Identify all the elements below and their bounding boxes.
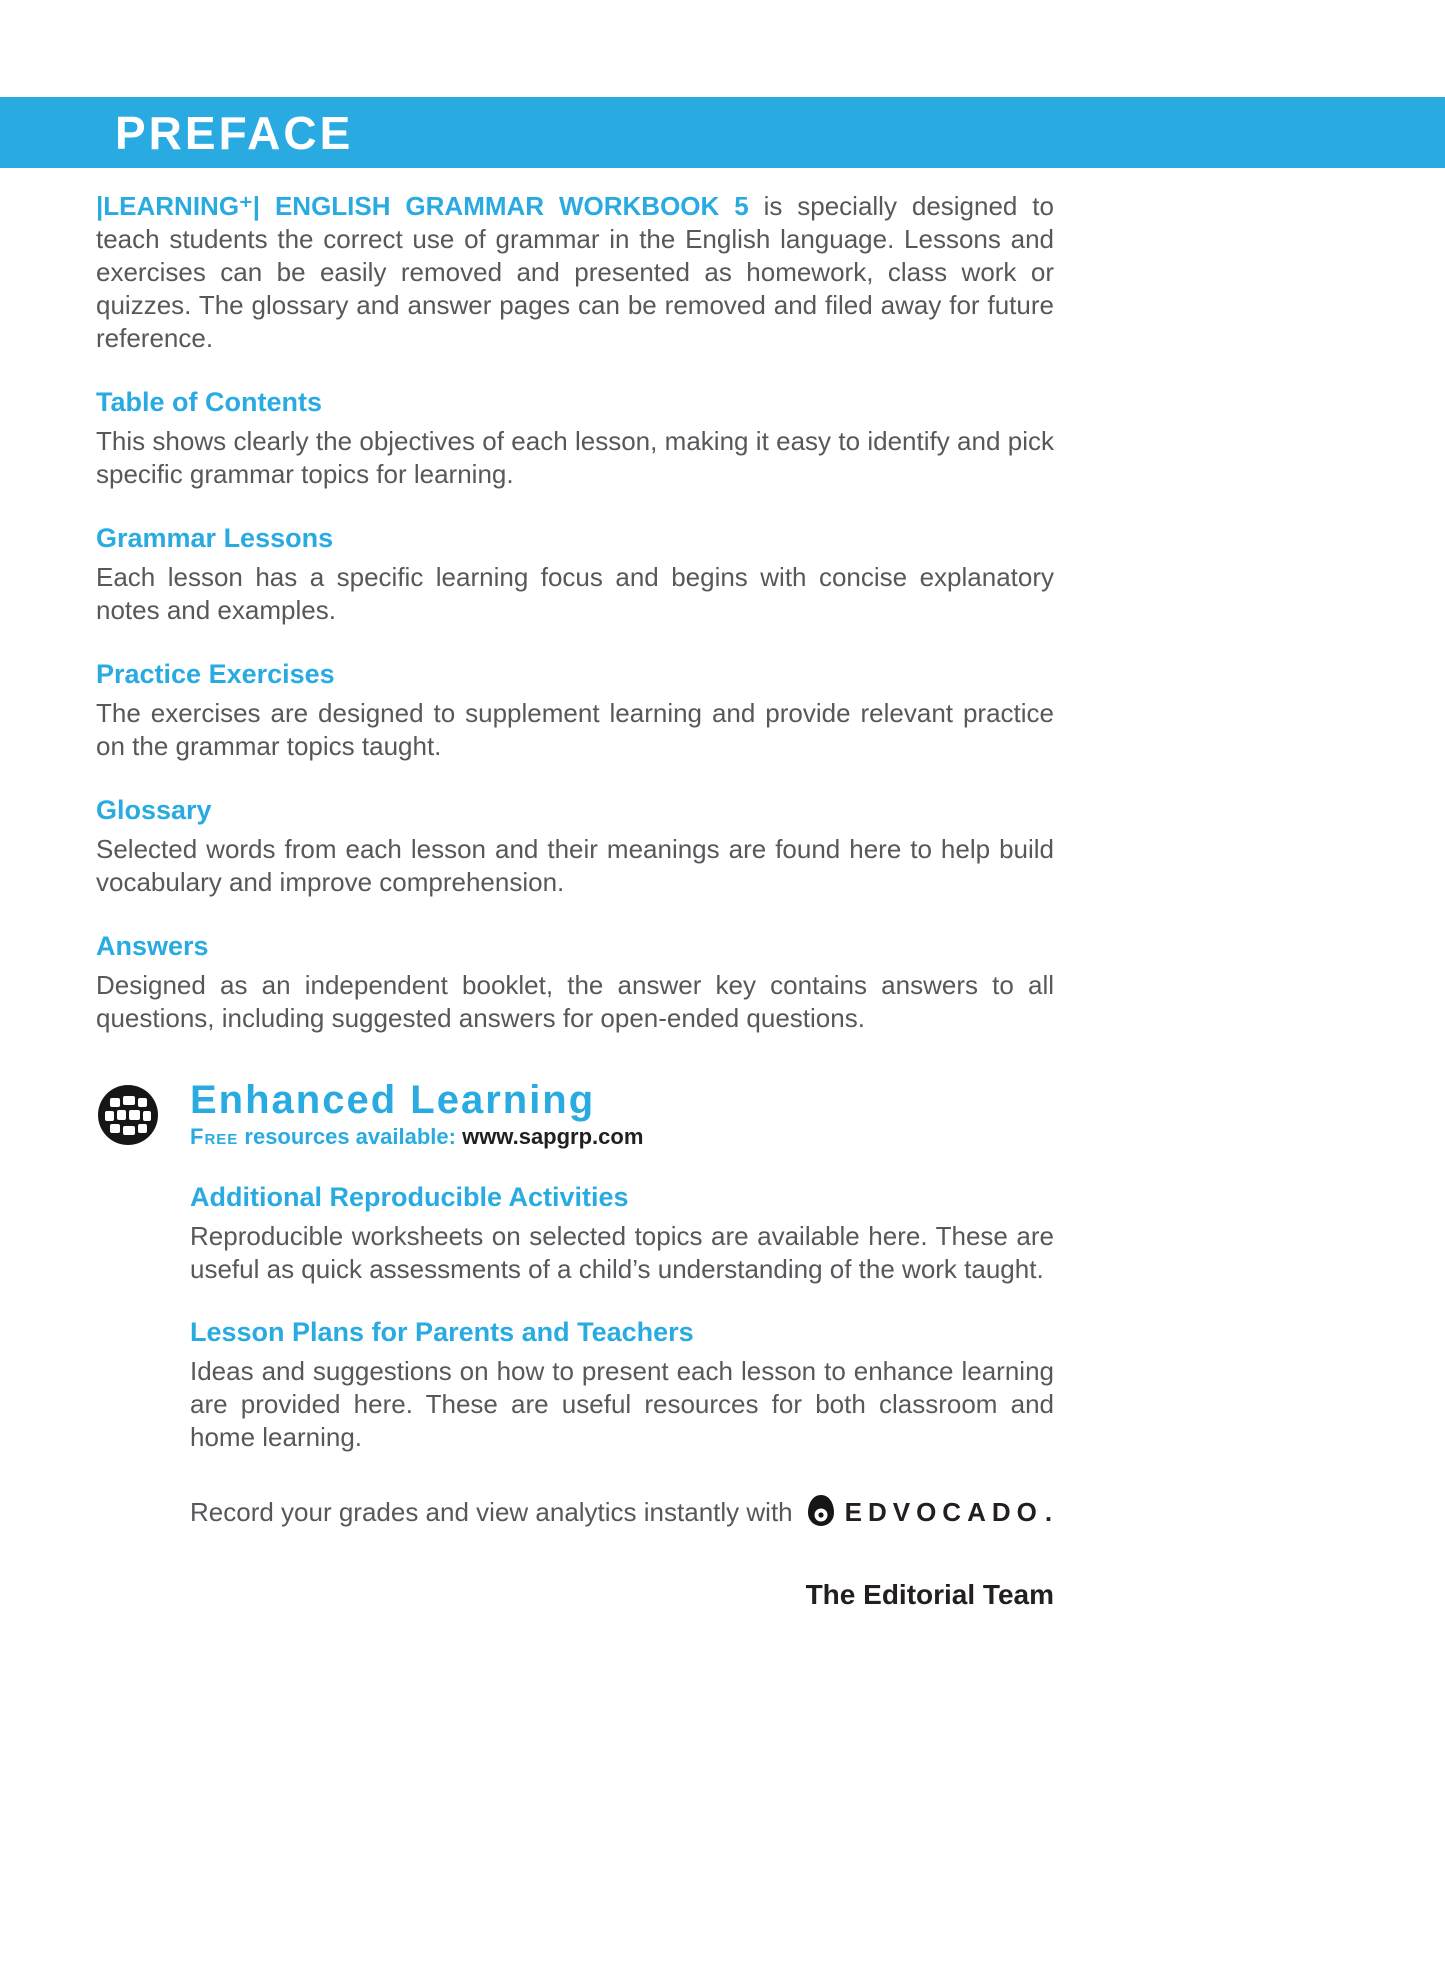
keyboard-globe-logo-icon	[96, 1083, 160, 1147]
section-body: Each lesson has a specific learning focus and begins with concise explanatory notes and examples.	[96, 562, 1054, 625]
enhanced-learning-header	[96, 1079, 1054, 1151]
record-grades-text: Record your grades and view analytics instantly with	[190, 1497, 793, 1527]
edvocado-brand	[805, 1494, 1052, 1530]
resources-url: www.sapgrp.com	[462, 1124, 644, 1149]
section-glossary	[96, 794, 1054, 899]
enhanced-learning-titles	[190, 1079, 643, 1151]
section-heading: Glossary	[96, 795, 212, 825]
edvocado-avocado-icon	[805, 1494, 837, 1530]
preface-header-band	[0, 97, 1445, 168]
subsection-heading: Additional Reproducible Activities	[190, 1182, 629, 1212]
section-heading: Practice Exercises	[96, 659, 335, 689]
page-title: PREFACE	[115, 106, 354, 159]
subsection-body: Ideas and suggestions on how to present each lesson to enhance learning are provided here. These are useful resources for both classroom and home learning.	[190, 1356, 1054, 1452]
free-resources-line	[190, 1123, 643, 1151]
section-heading: Table of Contents	[96, 387, 322, 417]
intro-paragraph	[96, 190, 1054, 355]
section-practice-exercises	[96, 658, 1054, 763]
subsection-body: Reproducible worksheets on selected topics are available here. These are useful as quick assessments of a child’s understanding of the work taught.	[190, 1221, 1054, 1284]
subsection-reproducible-activities	[190, 1181, 1054, 1286]
enhanced-learning-title: Enhanced Learning	[190, 1078, 596, 1122]
edvocado-period: .	[1044, 1497, 1053, 1527]
content-column	[96, 168, 1054, 1611]
section-body: This shows clearly the objectives of each lesson, making it easy to identify and pick specific grammar topics for learning.	[96, 426, 1054, 489]
record-grades-line	[190, 1494, 1054, 1530]
subsection-lesson-plans	[190, 1316, 1054, 1454]
section-answers	[96, 930, 1054, 1035]
enhanced-learning-block	[96, 1079, 1054, 1530]
subsection-heading: Lesson Plans for Parents and Teachers	[190, 1317, 694, 1347]
section-body: The exercises are designed to supplement learning and provide relevant practice on the grammar topics taught.	[96, 698, 1054, 761]
intro-text: is specially designed to teach students the correct use of grammar in the English language. Lessons and exercises can be easily removed and presented as homework, class work or quizzes. The glossary and answer pages can be removed and filed away for future reference.	[96, 191, 1054, 353]
edvocado-wordmark: EDVOCADO	[844, 1497, 1043, 1527]
resources-label: resources available:	[238, 1124, 463, 1149]
section-heading: Grammar Lessons	[96, 523, 334, 553]
section-table-of-contents	[96, 386, 1054, 491]
section-body: Selected words from each lesson and their meanings are found here to help build vocabulary and improve comprehension.	[96, 834, 1054, 897]
workbook-title: |LEARNING⁺| ENGLISH GRAMMAR WORKBOOK 5	[96, 191, 749, 221]
section-body: Designed as an independent booklet, the answer key contains answers to all questions, including suggested answers for open-ended questions.	[96, 970, 1054, 1033]
editorial-team-signature: The Editorial Team	[805, 1579, 1054, 1610]
section-heading: Answers	[96, 931, 209, 961]
section-grammar-lessons	[96, 522, 1054, 627]
free-label: Free	[190, 1124, 239, 1149]
